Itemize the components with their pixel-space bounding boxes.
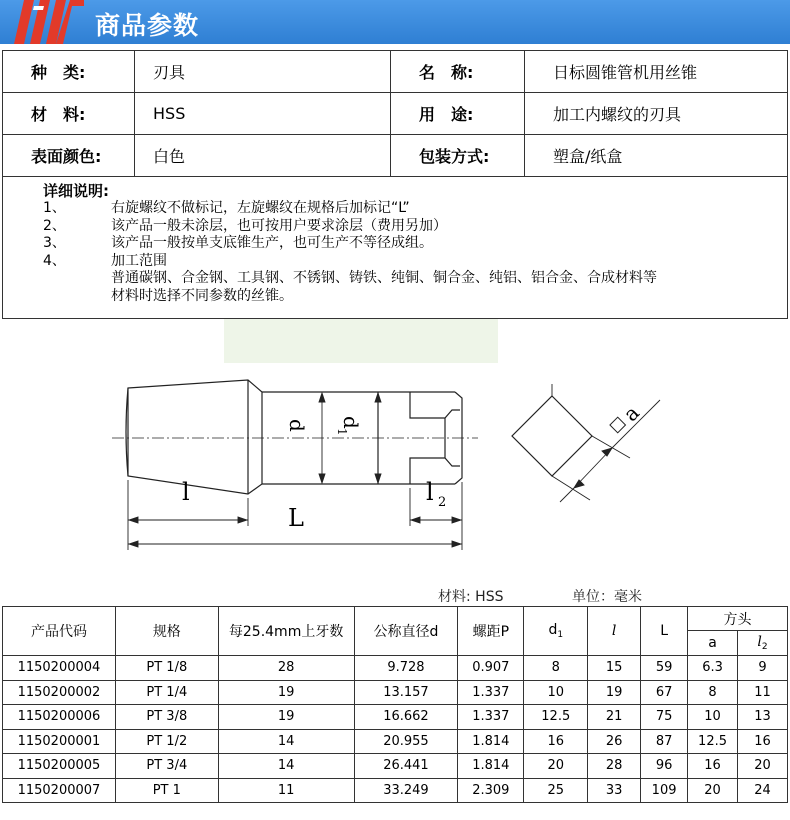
cell-spec: PT 3/8 xyxy=(115,705,218,730)
property-row xyxy=(3,93,788,135)
property-label: 材 料: xyxy=(3,93,135,135)
col-header-l2-sub: 2 xyxy=(761,642,768,652)
property-label: 包装方式: xyxy=(391,135,525,177)
cell-nominal: 26.441 xyxy=(354,754,458,779)
details-item xyxy=(43,200,787,218)
cell-code: 1150200004 xyxy=(3,656,116,681)
cell-l2: 13 xyxy=(738,705,788,730)
cell-L: 87 xyxy=(641,729,688,754)
cell-code: 1150200007 xyxy=(3,778,116,803)
col-header-l2-text: l xyxy=(757,634,762,650)
material-note: 材料: HSS xyxy=(438,589,504,605)
tap-technical-drawing xyxy=(0,360,790,560)
property-row xyxy=(3,51,788,93)
property-label: 表面颜色: xyxy=(3,135,135,177)
cell-a: 10 xyxy=(688,705,738,730)
property-value: 刃具 xyxy=(135,51,391,93)
cell-l: 15 xyxy=(588,656,641,681)
cell-d1: 10 xyxy=(524,680,588,705)
table-row xyxy=(3,656,788,681)
cell-l: 33 xyxy=(588,778,641,803)
cell-l2: 11 xyxy=(738,680,788,705)
label-l2-sub: 2 xyxy=(438,495,447,510)
cell-tpi: 14 xyxy=(218,729,354,754)
cell-L: 109 xyxy=(641,778,688,803)
cell-l: 19 xyxy=(588,680,641,705)
label-d1: d xyxy=(339,416,363,429)
cell-d1: 16 xyxy=(524,729,588,754)
label-a: a xyxy=(618,400,644,427)
label-d1-group xyxy=(335,416,363,436)
cell-code: 1150200001 xyxy=(3,729,116,754)
details-item xyxy=(43,288,787,306)
cell-a: 12.5 xyxy=(688,729,738,754)
details-item xyxy=(43,270,787,288)
image-placeholder xyxy=(224,319,498,363)
cell-L: 96 xyxy=(641,754,688,779)
col-header-l2 xyxy=(738,631,788,656)
page-title: 商品参数 xyxy=(95,11,200,40)
header-banner xyxy=(0,0,790,44)
cell-spec: PT 3/4 xyxy=(115,754,218,779)
table-row xyxy=(3,680,788,705)
property-value: 白色 xyxy=(135,135,391,177)
cell-nominal: 16.662 xyxy=(354,705,458,730)
col-header-d1 xyxy=(524,607,588,656)
cell-nominal: 33.249 xyxy=(354,778,458,803)
details-row xyxy=(3,177,788,319)
cell-pitch: 2.309 xyxy=(458,778,524,803)
col-header-nominal: 公称直径d xyxy=(354,607,458,656)
cell-nominal: 20.955 xyxy=(354,729,458,754)
label-l2: l xyxy=(426,478,434,506)
cell-spec: PT 1/4 xyxy=(115,680,218,705)
table-row xyxy=(3,754,788,779)
cell-l2: 20 xyxy=(738,754,788,779)
cell-d1: 12.5 xyxy=(524,705,588,730)
cell-tpi: 14 xyxy=(218,754,354,779)
cell-a: 16 xyxy=(688,754,738,779)
property-label: 种 类: xyxy=(3,51,135,93)
cell-spec: PT 1 xyxy=(115,778,218,803)
brand-logo-icon xyxy=(14,0,84,44)
dimension-a xyxy=(552,384,660,502)
property-value: 日标圆锥管机用丝锥 xyxy=(525,51,788,93)
cell-code: 1150200005 xyxy=(3,754,116,779)
col-header-l: l xyxy=(588,607,641,656)
table-row xyxy=(3,705,788,730)
details-item-text: 普通碳钢、合金钢、工具钢、不锈钢、铸铁、纯铜、铜合金、纯铝、铝合金、合成材料等 xyxy=(111,270,657,286)
cell-pitch: 0.907 xyxy=(458,656,524,681)
property-value: 塑盒/纸盒 xyxy=(525,135,788,177)
cell-code: 1150200002 xyxy=(3,680,116,705)
cell-L: 59 xyxy=(641,656,688,681)
square-symbol-icon xyxy=(610,417,626,433)
cell-pitch: 1.814 xyxy=(458,729,524,754)
col-header-a: a xyxy=(688,631,738,656)
details-item-text: 加工范围 xyxy=(111,252,167,269)
col-header-square: 方头 xyxy=(688,607,788,631)
label-l: l xyxy=(182,478,190,506)
cell-tpi: 19 xyxy=(218,705,354,730)
unit-note: 单位：毫米 xyxy=(572,589,642,605)
details-section xyxy=(3,177,788,319)
cell-spec: PT 1/8 xyxy=(115,656,218,681)
cell-L: 75 xyxy=(641,705,688,730)
cell-l: 28 xyxy=(588,754,641,779)
square-end-view xyxy=(512,396,592,476)
cell-tpi: 11 xyxy=(218,778,354,803)
cell-tpi: 28 xyxy=(218,656,354,681)
details-item-text: 右旋螺纹不做标记，左旋螺纹在规格后加标记“L” xyxy=(111,200,410,216)
cell-L: 67 xyxy=(641,680,688,705)
table-row xyxy=(3,729,788,754)
cell-code: 1150200006 xyxy=(3,705,116,730)
tap-outline xyxy=(126,380,462,494)
cell-pitch: 1.337 xyxy=(458,680,524,705)
cell-l2: 24 xyxy=(738,778,788,803)
cell-a: 6.3 xyxy=(688,656,738,681)
spec-table xyxy=(2,606,788,803)
cell-l2: 9 xyxy=(738,656,788,681)
col-header-d1-sub: 1 xyxy=(557,630,564,640)
label-d: d xyxy=(285,419,309,432)
cell-l2: 16 xyxy=(738,729,788,754)
cell-spec: PT 1/2 xyxy=(115,729,218,754)
details-heading: 详细说明: xyxy=(43,182,109,200)
property-label: 名 称: xyxy=(391,51,525,93)
col-header-tpi: 每25.4mm上牙数 xyxy=(218,607,354,656)
col-header-code: 产品代码 xyxy=(3,607,116,656)
details-item-text: 该产品一般按单支底锥生产，也可生产不等径成组。 xyxy=(111,235,433,251)
cell-a: 20 xyxy=(688,778,738,803)
cell-d1: 25 xyxy=(524,778,588,803)
col-header-L: L xyxy=(641,607,688,656)
property-table xyxy=(2,50,788,319)
property-label: 用 途: xyxy=(391,93,525,135)
cell-a: 8 xyxy=(688,680,738,705)
details-item xyxy=(43,235,787,253)
details-item xyxy=(43,253,787,271)
label-L: L xyxy=(288,504,304,532)
property-value: 加工内螺纹的刃具 xyxy=(525,93,788,135)
col-header-d1-text: d xyxy=(548,622,558,638)
details-item-text: 材料时选择不同参数的丝锥。 xyxy=(111,287,293,304)
property-row xyxy=(3,135,788,177)
details-item-number: 2、 xyxy=(43,217,66,234)
cell-pitch: 1.337 xyxy=(458,705,524,730)
cell-l: 21 xyxy=(588,705,641,730)
col-header-pitch: 螺距P xyxy=(458,607,524,656)
details-item-number: 1、 xyxy=(43,200,66,216)
details-item-number: 3、 xyxy=(43,235,66,251)
spec-header-row xyxy=(3,607,788,631)
cell-nominal: 9.728 xyxy=(354,656,458,681)
cell-d1: 20 xyxy=(524,754,588,779)
cell-d1: 8 xyxy=(524,656,588,681)
details-item-text: 该产品一般未涂层，也可按用户要求涂层（费用另加） xyxy=(111,217,447,234)
property-value: HSS xyxy=(135,93,391,135)
cell-l: 26 xyxy=(588,729,641,754)
table-row xyxy=(3,778,788,803)
cell-nominal: 13.157 xyxy=(354,680,458,705)
details-item-number: 4、 xyxy=(43,252,66,269)
label-d1-sub: 1 xyxy=(335,428,349,436)
cell-pitch: 1.814 xyxy=(458,754,524,779)
col-header-spec: 规格 xyxy=(115,607,218,656)
cell-tpi: 19 xyxy=(218,680,354,705)
details-item xyxy=(43,218,787,236)
